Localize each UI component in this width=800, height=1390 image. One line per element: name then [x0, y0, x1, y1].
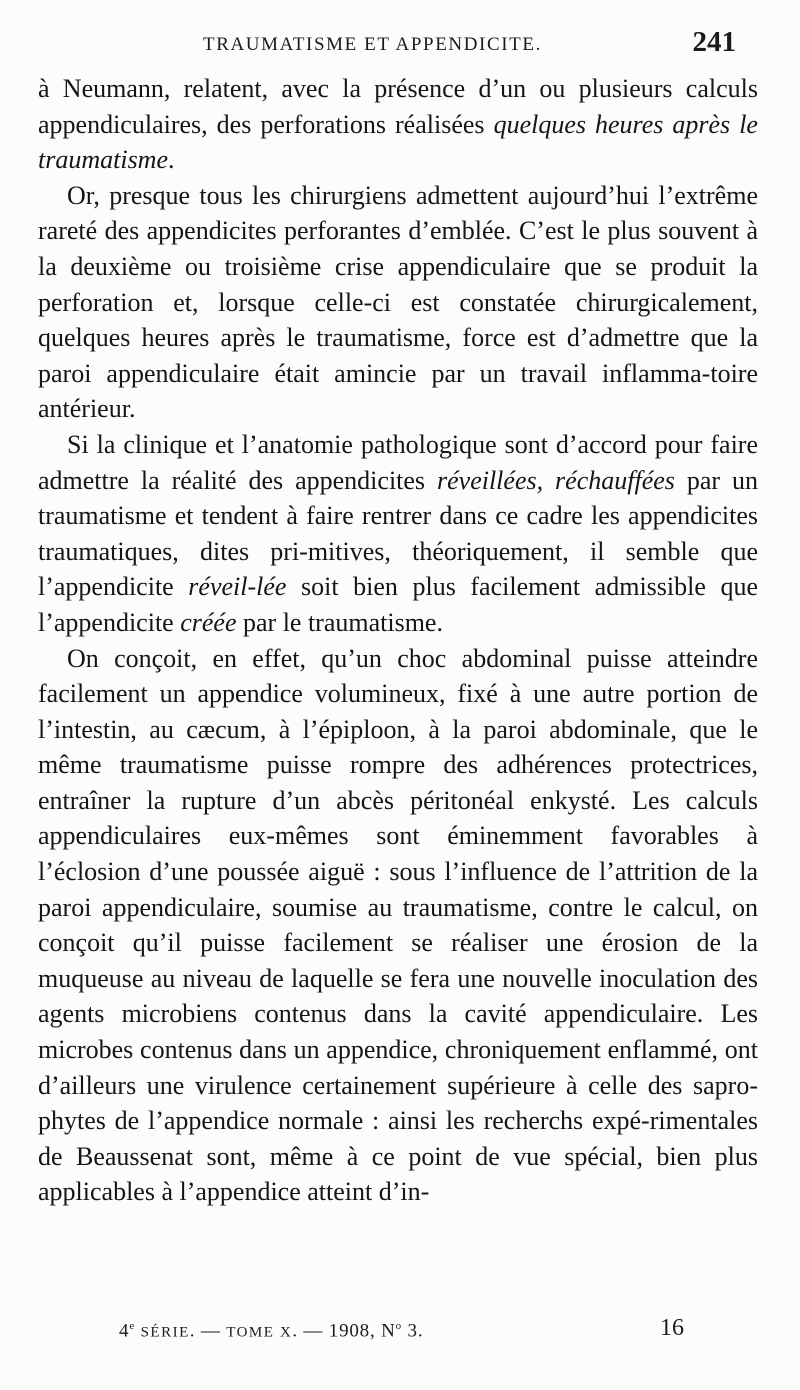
- paragraph: [38, 641, 758, 1211]
- italic-text-run: créée: [180, 607, 237, 637]
- italic-text-run: réveil-lée: [188, 572, 287, 602]
- sheet-number: 16: [660, 1315, 684, 1341]
- page-number: 241: [692, 26, 736, 58]
- italic-text-run: quelques heures après le traumatisme: [38, 109, 758, 175]
- text-run: Si la clinique et l’anatomie pathologique sont d’accord pour faire admettre la réalité des appendicites: [38, 429, 758, 495]
- number-label: N: [381, 1320, 396, 1342]
- text-run: par le traumatisme.: [236, 607, 443, 637]
- tome-value: X: [279, 1324, 293, 1341]
- paragraph: [38, 427, 758, 641]
- text-run: à Neumann, relatent, avec la présence d’un ou plusieurs calculs appendiculaires, des perforations réalisées: [38, 74, 758, 139]
- body-text: [38, 71, 758, 1210]
- text-run: par un traumatisme et tendent à faire rentrer dans ce cadre les appendicites traumatiques, dites pri-mitives, théoriquement, il semble que l’appendicite: [38, 465, 758, 602]
- page-header: [0, 26, 800, 66]
- text-run: On conçoit, en effet, qu’un choc abdominal puisse atteindre facilement un appendice volumineux, fixé à une autre portion de l’intestin, au cæcum, à l’épiploon, à la paroi abdominale, que le même traumatisme puisse rompre des adhérences protectrices, entraîner la rupture d’un abcès péritonéal enkysté. Les calculs appendiculaires eux-mêmes sont éminemment favorables à l’éclosion d’une poussée aiguë : sous l’influence de l’attrition de la paroi appendiculaire, soumise au traumatisme, contre le calcul, on conçoit qu’il puisse facilement se réaliser une érosion de la muqueuse au niveau de laquelle se fera une nouvelle inoculation des agents microbiens contenus dans la cavité appendiculaire. Les microbes contenus dans un appendice, chroniquement enflammé, ont d’ailleurs une virulence certainement supérieure à celle des sapro-phytes de l’appendice normale : ainsi les recherchs expé-rimentales de Beaussenat sont, même à ce point de vue spécial, bien plus applicables à l’appendice atteint d’in-: [38, 643, 758, 1207]
- series-label: SÉRIE: [140, 1324, 190, 1341]
- number-superscript: o: [395, 1320, 402, 1332]
- italic-text-run: réveillées, réchauffées: [437, 465, 675, 495]
- text-run: Or, presque tous les chirurgiens admettent aujourd’hui l’extrême rareté des appendicites perforantes d’emblée. C’est le plus souvent à la deuxième ou troisième crise appendiculaire que se produit la perforation et, lorsque celle-ci est constatée chirurgicalement, quelques heures après le traumatisme, force est d’admettre que la paroi appendiculaire était amincie par un travail inflamma-toire antérieur.: [38, 180, 758, 424]
- page-footer: [0, 1315, 800, 1360]
- text-run: .: [168, 145, 175, 175]
- running-title: TRAUMATISME ET APPENDICITE.: [203, 34, 542, 55]
- paragraph: [38, 178, 758, 427]
- printer-signature: 4e SÉRIE. — TOME X. — 1908, $N^o$ 3.: [119, 1320, 424, 1342]
- paragraph: [38, 71, 758, 178]
- series-superscript: e: [129, 1320, 135, 1332]
- series-number: 4: [119, 1320, 130, 1342]
- tome-label: TOME: [226, 1324, 275, 1341]
- publication-year: 1908: [328, 1320, 370, 1342]
- text-run: soit bien plus facilement admissible que l’appendicite: [38, 572, 759, 637]
- issue-number: 3: [407, 1320, 418, 1342]
